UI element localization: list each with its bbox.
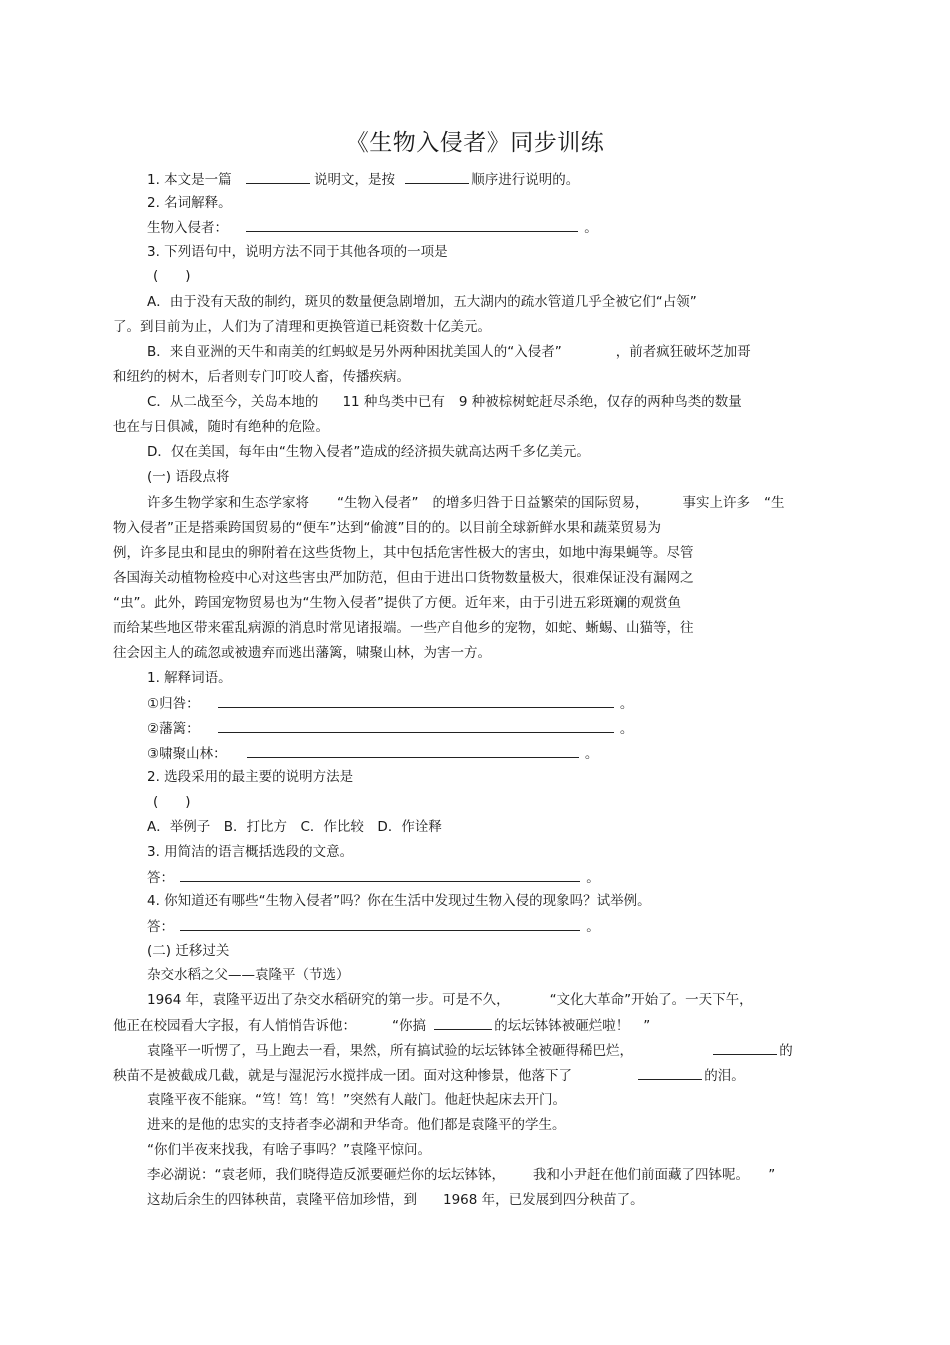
option-b-text-a: B．来自亚洲的天牛和南美的红蚂蚁是另外两种困扰美国人的“入侵者” [147, 344, 562, 360]
page-title: 《生物入侵者》同步训练 [345, 130, 605, 156]
answer-blank[interactable] [246, 170, 310, 184]
passage-text: 事实上许多 [682, 495, 750, 511]
question-3-heading: 3. 下列语句中，说明方法不同于其他各项的一项是 [147, 244, 448, 260]
answer-blank[interactable] [405, 170, 469, 184]
answer-blank[interactable] [218, 694, 614, 708]
term-label: 生物入侵者： [147, 220, 228, 236]
sub-question-2: 2. 选段采用的最主要的说明方法是 [147, 769, 354, 785]
article-text: ” [768, 1167, 776, 1183]
sub-question-1: 1. 解释词语。 [147, 670, 232, 686]
option-b-line-1 [147, 343, 751, 361]
article-text: 的泪。 [704, 1068, 745, 1084]
article-text: 1964 年，袁隆平迈出了杂交水稻研究的第一步。可是不久， [147, 992, 510, 1008]
article-line-1 [147, 991, 753, 1009]
section-1-heading: (一) 语段点将 [147, 469, 230, 485]
answer-blank[interactable] [180, 917, 580, 931]
article-line-9 [147, 1191, 644, 1209]
answer-parentheses: ( ) [153, 794, 191, 810]
answer-parentheses: ( ) [153, 268, 191, 284]
article-text: 的坛坛钵钵被砸烂啦！ [494, 1018, 630, 1034]
option-c-text-a: C．从二战至今，关岛本地的 [147, 394, 319, 410]
article-line-4 [113, 1066, 745, 1085]
passage-line-7: 往会因主人的疏忽或被遗弃而逃出藩篱，啸聚山林，为害一方。 [113, 645, 491, 661]
word-label: ③啸聚山林： [147, 746, 227, 762]
article-line-8 [147, 1166, 775, 1184]
article-text: “文化大革命”开始了。一天下午， [549, 992, 753, 1008]
word-label: ②藩篱： [147, 721, 200, 737]
passage-line-6: 而给某些地区带来霍乱病源的消息时常见诸报端。一些产自他乡的宠物，如蛇、蜥蜴、山猫等，往 [113, 620, 694, 636]
answer-blank[interactable] [713, 1041, 777, 1055]
option-b-text-b: ，前者疯狂破坏芝加哥 [615, 344, 751, 360]
article-text: 这劫后余生的四钵秧苗，袁隆平倍加珍惜，到 [147, 1192, 417, 1208]
option-d: D．仅在美国，每年由“生物入侵者”造成的经济损失就高达两千多亿美元。 [147, 444, 590, 460]
answer-label: 答： [147, 870, 174, 886]
article-text: 秧苗不是被截成几截，就是与湿泥污水搅拌成一团。面对这种惨景，他落下了 [113, 1068, 572, 1084]
article-text: 1968 年，已发展到四分秧苗了。 [443, 1192, 644, 1208]
article-line-5: 袁隆平夜不能寐。“笃！笃！笃！”突然有人敲门。他赶快起床去开门。 [147, 1092, 566, 1108]
article-line-6: 进来的是他的忠实的支持者李必湖和尹华奇。他们都是袁隆平的学生。 [147, 1117, 566, 1133]
period: 。 [584, 220, 598, 236]
period: 。 [619, 696, 634, 712]
article-text: 李必湖说：“袁老师，我们晓得造反派要砸烂你的坛坛钵钵， [147, 1167, 505, 1183]
word-3-line [147, 744, 598, 763]
word-2-line [147, 719, 633, 738]
option-c-text-b: 11 种鸟类中已有 [342, 394, 445, 410]
period: 。 [619, 721, 634, 737]
question-2-line [147, 218, 598, 237]
sub-question-2-options: A．举例子 B．打比方 C．作比较 D．作诠释 [147, 819, 442, 835]
question-1-text-c: 顺序进行说明的。 [471, 172, 580, 188]
answer-line-4 [147, 917, 600, 936]
passage-line-1 [147, 494, 785, 512]
option-a-line-1: A．由于没有天敌的制约，斑贝的数量便急剧增加，五大湖内的疏水管道几乎全被它们“占领” [147, 294, 697, 310]
article-text: ” [643, 1018, 651, 1034]
passage-line-2: 物入侵者”正是搭乘跨国贸易的“便车”达到“偷渡”目的的。以目前全球新鲜水果和蔬菜贸易为 [113, 520, 661, 536]
word-label: ①归咎： [147, 696, 200, 712]
passage-text: 许多生物学家和生态学家将 [147, 495, 309, 511]
sub-question-4: 4. 你知道还有哪些“生物入侵者”吗？你在生活中发现过生物入侵的现象吗？试举例。 [147, 893, 651, 909]
passage-line-5: “虫”。此外，跨国宠物贸易也为“生物入侵者”提供了方便。近年来，由于引进五彩斑斓的观赏鱼 [113, 595, 681, 611]
answer-line-3 [147, 868, 600, 887]
sub-question-3: 3. 用简洁的语言概括选段的文意。 [147, 844, 354, 860]
answer-label: 答： [147, 919, 174, 935]
article-text: 袁隆平一听愣了，马上跑去一看，果然，所有搞试验的坛坛钵钵全被砸得稀巴烂， [147, 1043, 633, 1059]
period: 。 [586, 870, 600, 886]
answer-blank[interactable] [180, 868, 580, 882]
passage-text: 的增多归咎于日益繁荣的国际贸易， [432, 495, 649, 511]
answer-blank[interactable] [434, 1016, 492, 1030]
option-c-text-c: 9 种被棕树蛇赶尽杀绝，仅存的两种鸟类的数量 [458, 394, 742, 410]
answer-blank[interactable] [247, 744, 579, 758]
article-text: 的 [779, 1043, 793, 1059]
passage-line-4: 各国海关动植物检疫中心对这些害虫严加防范，但由于进出口货物数量极大，很难保证没有漏网之 [113, 570, 694, 586]
answer-blank[interactable] [246, 218, 578, 232]
question-1-text-a: 1. 本文是一篇 [147, 172, 232, 188]
option-a-line-2: 了。到目前为止，人们为了清理和更换管道已耗资数十亿美元。 [113, 319, 491, 335]
answer-blank[interactable] [638, 1066, 702, 1080]
passage-text: “生物入侵者” [337, 495, 419, 511]
article-title: 杂交水稻之父——袁隆平（节选） [147, 967, 350, 983]
option-c-line-2: 也在与日俱减，随时有绝种的危险。 [113, 419, 329, 435]
period: 。 [584, 746, 599, 762]
passage-text: “生 [764, 495, 785, 511]
question-1-text-b: 说明文，是按 [313, 172, 395, 188]
article-line-2 [113, 1016, 650, 1035]
article-line-7: “你们半夜来找我，有啥子事吗？”袁隆平惊问。 [147, 1142, 431, 1158]
option-b-line-2: 和纽约的树木，后者则专门叮咬人畜，传播疾病。 [113, 369, 410, 385]
word-1-line [147, 694, 633, 713]
passage-line-3: 例，许多昆虫和昆虫的卵附着在这些货物上，其中包括危害性极大的害虫，如地中海果蝇等。尽管 [113, 545, 694, 561]
article-line-3 [147, 1041, 793, 1060]
section-2-heading: (二) 迁移过关 [147, 943, 230, 959]
question-1 [147, 170, 579, 189]
article-text: 他正在校园看大字报，有人悄悄告诉他： [113, 1018, 356, 1034]
question-2-heading: 2. 名词解释。 [147, 195, 232, 211]
option-c-line-1 [147, 393, 742, 411]
article-text: 我和小尹赶在他们前面藏了四钵呢。 [533, 1167, 743, 1183]
answer-blank[interactable] [218, 719, 614, 733]
article-text: “你搞 [392, 1018, 426, 1034]
period: 。 [586, 919, 600, 935]
